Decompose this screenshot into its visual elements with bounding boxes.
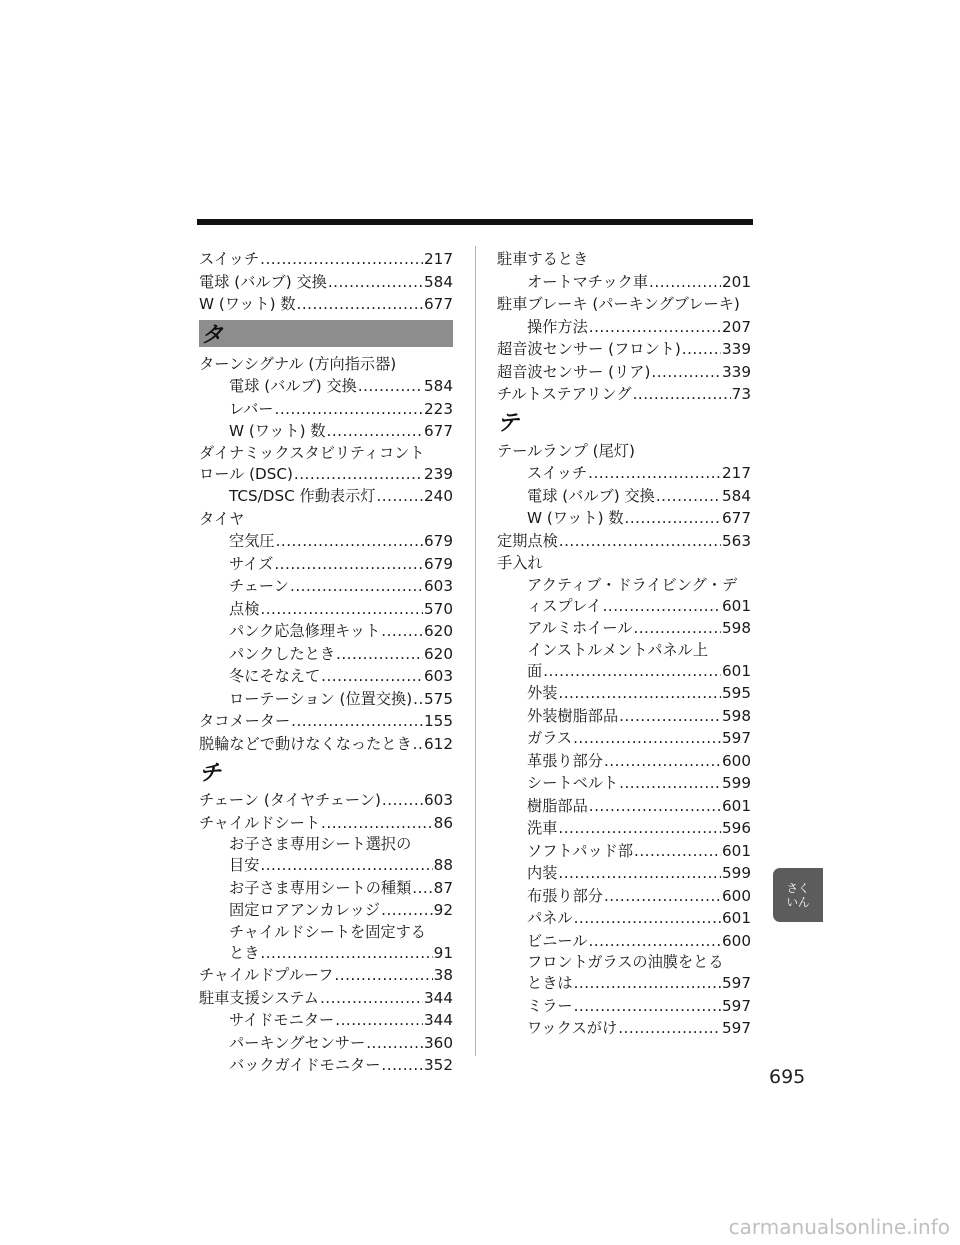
dot-leader [558, 817, 721, 840]
index-entry[interactable] [497, 885, 751, 908]
dot-leader [633, 383, 731, 406]
index-entry-title: パンク応急修理キット [229, 622, 381, 640]
index-entry-page: 601 [722, 661, 751, 680]
dot-leader [619, 705, 721, 728]
index-entry-page: 677 [424, 422, 453, 440]
dot-leader [381, 620, 423, 643]
index-entry[interactable] [199, 485, 453, 508]
index-entry-title: 脱輪などで動けなくなったとき [199, 734, 412, 753]
index-entry-title: ィスプレイ [527, 596, 602, 615]
index-entry-page: 217 [424, 250, 453, 268]
index-entry[interactable] [199, 420, 453, 443]
index-entry[interactable] [497, 660, 751, 683]
index-entry[interactable] [199, 877, 453, 900]
index-entry-page: 92 [433, 901, 453, 919]
dot-leader [320, 987, 423, 1010]
index-entry[interactable] [199, 398, 453, 421]
dot-leader [334, 964, 432, 987]
section-header [497, 408, 751, 436]
index-entry-page: 344 [424, 1011, 453, 1029]
dot-leader [260, 598, 423, 621]
index-entry-title: チェーン (タイヤチェーン) [199, 791, 381, 809]
index-entry[interactable] [199, 942, 453, 965]
index-entry-first-line: アクティブ・ドライビング・デ [527, 575, 738, 594]
index-tab-line-2: いん [786, 895, 810, 909]
index-entry-title: ソフトパッド部 [527, 841, 634, 860]
index-heading: 手入れ [497, 554, 543, 572]
page-number: 695 [769, 1066, 806, 1088]
dot-leader [574, 972, 721, 995]
index-entry-page: 155 [424, 712, 453, 730]
dot-leader [558, 682, 721, 705]
index-entry-page: 677 [424, 295, 453, 313]
index-entry-page: 91 [433, 943, 453, 962]
index-entry[interactable] [497, 271, 751, 294]
index-entry-page: 207 [722, 317, 751, 336]
dot-leader [656, 485, 721, 508]
index-entry-page: 575 [424, 689, 453, 708]
dot-leader [588, 930, 721, 953]
dot-leader [619, 772, 721, 795]
index-entry-title: 駐車支援システム [199, 988, 319, 1007]
index-entry-title: チャイルドプルーフ [199, 966, 334, 984]
dot-leader [297, 293, 423, 316]
index-entry-page: 360 [424, 1033, 453, 1052]
index-entry-title: サイズ [229, 554, 274, 573]
index-entry-title: パンクしたとき [229, 644, 336, 663]
dot-leader [603, 595, 721, 618]
index-entry[interactable] [497, 930, 751, 953]
section-letter: チ [199, 760, 222, 786]
index-entry-title: 面 [527, 661, 543, 680]
index-entry-page: 352 [424, 1056, 453, 1074]
index-entry-title: ロール (DSC) [199, 464, 293, 483]
dot-leader [682, 338, 721, 361]
index-entry-first-line: ダイナミックスタビリティコント [199, 443, 425, 462]
index-entry[interactable] [199, 964, 453, 987]
index-entry-page: 597 [722, 1019, 751, 1037]
dot-leader [260, 854, 432, 877]
index-entry[interactable] [199, 293, 453, 316]
index-entry-title: ときは [527, 974, 573, 992]
index-entry-page: 603 [424, 791, 453, 809]
dot-leader [376, 485, 423, 508]
index-entry-title: 定期点検 [497, 531, 558, 550]
index-entry-page: 570 [424, 599, 453, 618]
index-entry-title: スイッチ [199, 250, 260, 268]
index-entry[interactable] [497, 338, 751, 361]
dot-leader [327, 420, 423, 443]
index-entry-page: 217 [722, 464, 751, 482]
index-entry-title: 超音波センサー (フロント) [497, 340, 681, 358]
index-entry-title: タコメーター [199, 712, 291, 730]
index-entry-title: 電球 (バルブ) 交換 [199, 272, 327, 291]
index-entry-title: ワックスがけ [527, 1019, 618, 1037]
dot-leader [294, 463, 423, 486]
section-letter: テ [497, 411, 520, 436]
dot-leader [275, 398, 424, 421]
index-entry[interactable] [199, 620, 453, 643]
index-entry[interactable] [497, 907, 751, 930]
dot-leader [412, 877, 432, 900]
index-entry-page: 584 [722, 486, 751, 505]
index-entry-title: 超音波センサー (リア) [497, 362, 651, 381]
index-entry-title: オートマチック車 [527, 272, 649, 291]
index-entry-page: 620 [424, 644, 453, 663]
index-entry-page: 223 [424, 399, 453, 418]
dot-leader [290, 575, 423, 598]
index-entry[interactable] [497, 972, 751, 995]
index-entry-page: 599 [722, 774, 751, 792]
dot-leader [625, 507, 721, 530]
dot-leader [589, 795, 721, 818]
dot-leader [381, 899, 433, 922]
index-entry[interactable] [199, 271, 453, 294]
index-entry-page: 601 [722, 596, 751, 615]
index-entry[interactable] [199, 812, 453, 835]
index-entry[interactable] [497, 1017, 751, 1040]
dot-leader [276, 530, 423, 553]
index-entry-page: 240 [424, 487, 453, 505]
index-entry-page: 201 [722, 272, 751, 291]
index-entry[interactable] [497, 595, 751, 618]
dot-leader [336, 643, 423, 666]
column-divider [475, 246, 476, 1056]
index-entry[interactable] [199, 248, 453, 271]
index-entry-page: 38 [433, 966, 453, 984]
index-entry-title: チェーン [229, 577, 289, 595]
index-entry[interactable] [497, 617, 751, 640]
index-entry[interactable] [199, 1009, 453, 1032]
index-entry-page: 601 [722, 796, 751, 815]
index-entry-title: ビニール [527, 931, 588, 950]
index-entry-page: 596 [722, 819, 751, 837]
index-tab-line-1: さく [786, 881, 810, 895]
index-entry-page: 597 [722, 996, 751, 1015]
index-entry[interactable] [497, 507, 751, 530]
index-entry-page: 344 [424, 988, 453, 1007]
dot-leader [260, 248, 423, 271]
index-entry-title: 樹脂部品 [527, 796, 588, 815]
index-entry-title: ローテーション (位置交換) [229, 689, 413, 708]
index-entry[interactable] [497, 727, 751, 750]
index-entry-page: 679 [424, 554, 453, 573]
index-entry-page: 601 [722, 909, 751, 927]
dot-leader [366, 1032, 423, 1055]
index-entry-title: 革張り部分 [527, 751, 603, 770]
index-entry[interactable] [199, 710, 453, 733]
index-entry-title: スイッチ [527, 464, 588, 482]
index-entry[interactable] [199, 463, 453, 486]
dot-leader [321, 812, 433, 835]
index-entry-title: ガラス [527, 729, 573, 747]
index-tab[interactable] [773, 868, 823, 922]
index-entry-page: 563 [722, 531, 751, 550]
index-entry-title: サイドモニター [229, 1011, 335, 1029]
watermark: carmanualsonline.info [728, 1215, 950, 1239]
index-entry-title: 外装 [527, 684, 558, 702]
index-entry[interactable] [497, 462, 751, 485]
index-entry-title: W (ワット) 数 [199, 295, 296, 313]
index-entry-title: W (ワット) 数 [229, 422, 326, 440]
dot-leader [321, 665, 423, 688]
index-entry-title: ミラー [527, 996, 573, 1015]
index-entry-first-line: インストルメントパネル上 [527, 640, 709, 659]
index-entry[interactable] [497, 361, 751, 384]
top-rule [197, 219, 753, 225]
index-entry[interactable] [497, 530, 751, 553]
dot-leader [604, 885, 721, 908]
index-entry-title: パネル [527, 909, 573, 927]
index-entry[interactable] [497, 817, 751, 840]
index-entry-page: 679 [424, 532, 453, 550]
dot-leader [335, 1009, 423, 1032]
index-entry-title: 電球 (バルブ) 交換 [527, 486, 655, 505]
index-entry-title: TCS/DSC 作動表示灯 [229, 487, 376, 505]
index-entry-page: 73 [731, 385, 751, 403]
left-index-column [199, 248, 453, 1077]
index-entry-title: 空気圧 [229, 532, 275, 550]
index-entry[interactable] [497, 772, 751, 795]
dot-leader [358, 375, 423, 398]
index-entry-title: 点検 [229, 599, 260, 618]
index-entry-page: 677 [722, 509, 751, 527]
index-entry-title: 電球 (バルブ) 交換 [229, 377, 357, 395]
index-entry-title: レバー [229, 399, 274, 418]
dot-leader [413, 733, 423, 756]
index-heading: タイヤ [199, 509, 245, 528]
section-header [199, 320, 453, 347]
dot-leader [574, 907, 721, 930]
index-entry-page: 599 [722, 864, 751, 882]
index-entry[interactable] [199, 1054, 453, 1077]
dot-leader [413, 688, 423, 711]
index-entry-page: 597 [722, 729, 751, 747]
dot-leader [573, 727, 721, 750]
index-entry-page: 600 [722, 751, 751, 770]
dot-leader [382, 789, 423, 812]
index-entry[interactable] [199, 530, 453, 553]
dot-leader [274, 553, 423, 576]
index-entry-page: 597 [722, 974, 751, 992]
index-entry-page: 603 [424, 667, 453, 685]
index-entry[interactable] [199, 688, 453, 711]
index-entry-title: パーキングセンサー [229, 1033, 366, 1052]
index-entry-title: 操作方法 [527, 317, 588, 336]
index-entry[interactable] [199, 733, 453, 756]
index-entry-page: 612 [424, 734, 453, 753]
index-entry-page: 600 [722, 886, 751, 905]
index-entry-first-line: お子さま専用シート選択の [229, 835, 412, 853]
dot-leader [291, 710, 423, 733]
index-entry-page: 88 [433, 856, 453, 874]
index-entry-page: 339 [722, 340, 751, 358]
index-entry-title: アルミホイール [527, 619, 633, 637]
dot-leader [588, 462, 721, 485]
dot-leader [651, 361, 721, 384]
index-entry-title: 冬にそなえて [229, 667, 321, 685]
index-entry-page: 87 [433, 878, 453, 897]
index-entry-page: 86 [433, 813, 453, 832]
index-entry-page: 584 [424, 377, 453, 395]
index-entry-title: とき [229, 943, 260, 962]
index-entry-title: 布張り部分 [527, 886, 603, 905]
index-entry[interactable] [497, 862, 751, 885]
index-entry-page: 595 [722, 684, 751, 702]
index-entry-title: チャイルドシート [199, 813, 321, 832]
index-entry-page: 598 [722, 619, 751, 637]
index-entry-title: W (ワット) 数 [527, 509, 624, 527]
index-entry-title: 内装 [527, 864, 558, 882]
dot-leader [604, 750, 721, 773]
dot-leader [634, 840, 721, 863]
index-entry-page: 584 [424, 272, 453, 291]
index-heading: 駐車ブレーキ (パーキングブレーキ) [497, 295, 740, 313]
index-entry-first-line: フロントガラスの油膜をとる [527, 953, 724, 971]
section-letter: タ [201, 322, 224, 348]
index-entry-page: 339 [722, 362, 751, 381]
index-entry[interactable] [199, 1032, 453, 1055]
dot-leader [618, 1017, 721, 1040]
index-entry[interactable] [199, 575, 453, 598]
index-entry[interactable] [497, 750, 751, 773]
index-entry-page: 603 [424, 577, 453, 595]
index-entry-page: 239 [424, 464, 453, 483]
index-entry[interactable] [497, 316, 751, 339]
index-entry-page: 601 [722, 841, 751, 860]
index-heading: テールランプ (尾灯) [497, 441, 635, 460]
dot-leader [558, 862, 721, 885]
index-entry[interactable] [497, 485, 751, 508]
index-entry[interactable] [199, 553, 453, 576]
index-entry-page: 600 [722, 931, 751, 950]
index-entry[interactable] [199, 987, 453, 1010]
index-entry[interactable] [199, 643, 453, 666]
index-entry-title: 固定ロアアンカレッジ [229, 901, 381, 919]
index-entry-title: 外装樹脂部品 [527, 706, 619, 725]
dot-leader [649, 271, 721, 294]
index-heading: ターンシグナル (方向指示器) [199, 354, 397, 373]
index-entry-title: バックガイドモニター [229, 1056, 381, 1074]
index-entry[interactable] [199, 854, 453, 877]
index-entry-title: シートベルト [527, 774, 619, 792]
right-index-column [497, 248, 751, 1040]
index-entry-page: 598 [722, 706, 751, 725]
index-entry-title: 洗車 [527, 819, 558, 837]
index-entry[interactable] [199, 665, 453, 688]
dot-leader [633, 617, 721, 640]
dot-leader [328, 271, 423, 294]
dot-leader [543, 660, 721, 683]
dot-leader [559, 530, 721, 553]
index-entry[interactable] [497, 682, 751, 705]
index-heading: 駐車するとき [497, 250, 589, 268]
index-entry[interactable] [497, 383, 751, 406]
index-entry-title: お子さま専用シートの種類 [229, 878, 412, 897]
index-entry[interactable] [497, 840, 751, 863]
index-entry[interactable] [199, 789, 453, 812]
index-entry-first-line: チャイルドシートを固定する [229, 922, 426, 941]
dot-leader [589, 316, 721, 339]
index-entry[interactable] [497, 795, 751, 818]
index-entry[interactable] [199, 598, 453, 621]
index-entry[interactable] [497, 705, 751, 728]
index-entry-title: チルトステアリング [497, 385, 632, 403]
dot-leader [574, 995, 721, 1018]
index-entry[interactable] [199, 375, 453, 398]
dot-leader [381, 1054, 423, 1077]
section-header [199, 757, 453, 785]
index-entry-page: 620 [424, 622, 453, 640]
dot-leader [260, 942, 432, 965]
index-entry[interactable] [199, 899, 453, 922]
index-entry-title: 目安 [229, 856, 260, 874]
index-entry[interactable] [497, 995, 751, 1018]
